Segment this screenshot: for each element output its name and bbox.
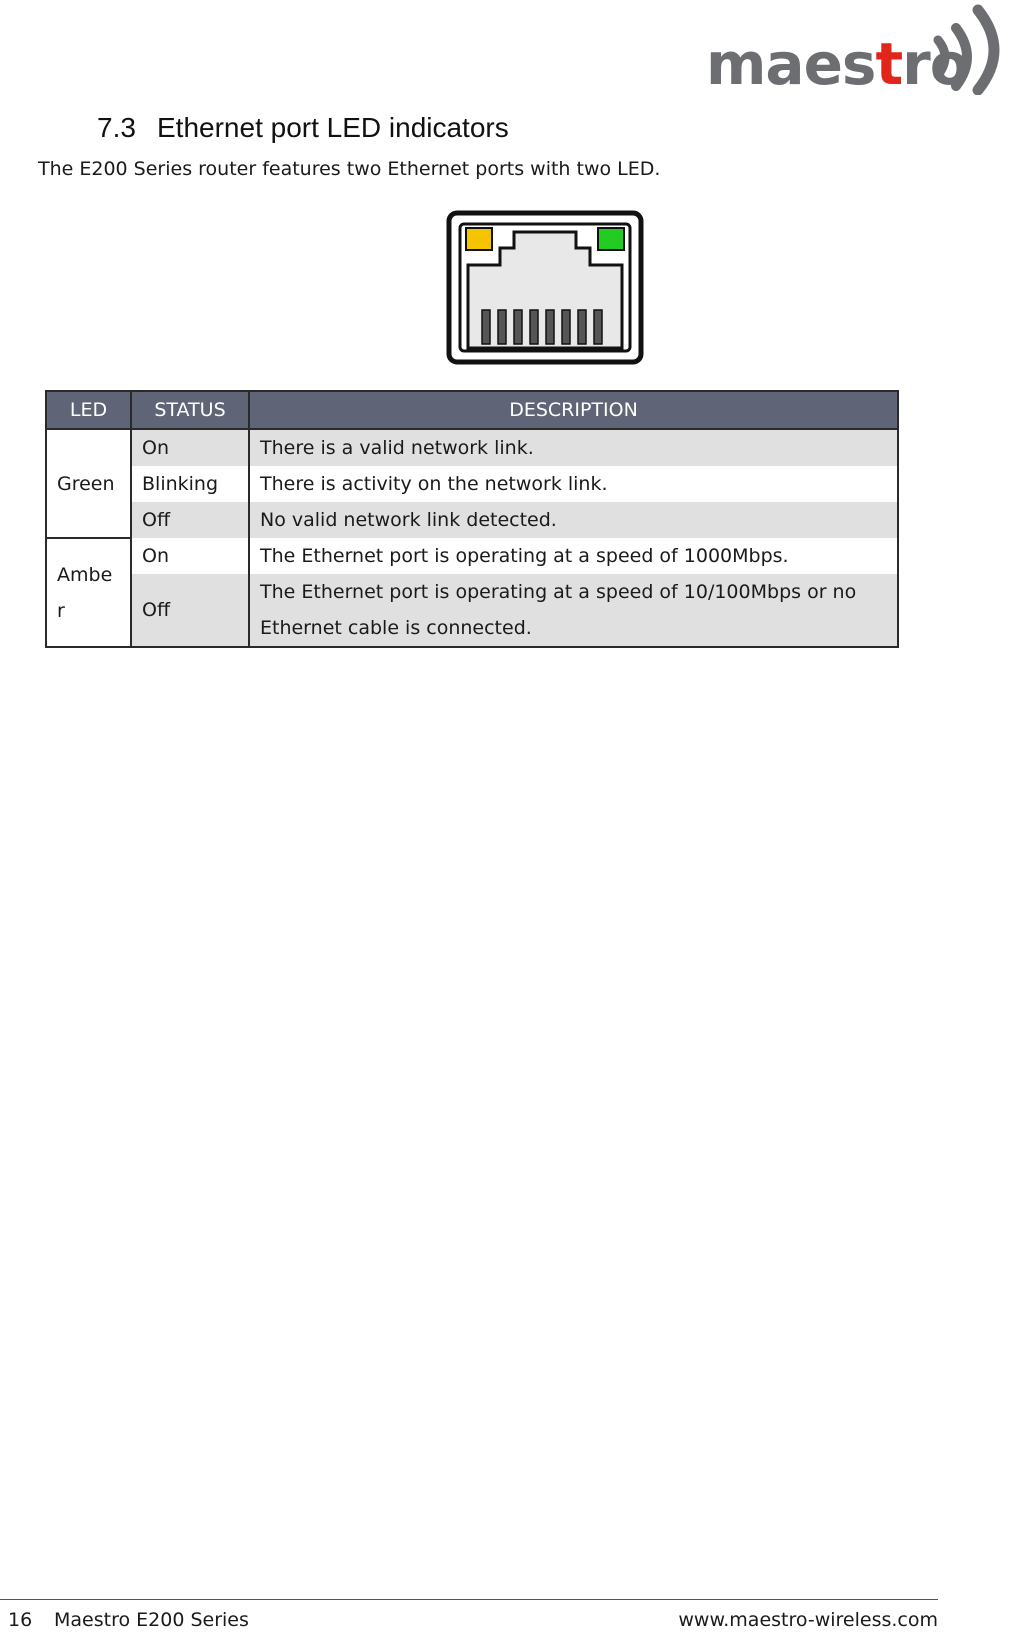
header-led: LED bbox=[46, 391, 131, 429]
table-header-row bbox=[46, 391, 898, 429]
description-cell: There is activity on the network link. bbox=[249, 466, 898, 502]
footer-document-title: Maestro E200 Series bbox=[54, 1609, 249, 1631]
status-cell: Blinking bbox=[131, 466, 249, 502]
section-title: Ethernet port LED indicators bbox=[157, 112, 509, 143]
green-led-icon bbox=[598, 228, 624, 250]
status-cell: Off bbox=[131, 574, 249, 647]
svg-text:maestro: maestro bbox=[706, 30, 969, 95]
section-heading bbox=[97, 112, 509, 144]
section-number: 7.3 bbox=[97, 112, 136, 143]
signal-waves-icon bbox=[706, 0, 1013, 95]
footer-url: www.maestro-wireless.com bbox=[678, 1609, 938, 1631]
table-row bbox=[46, 466, 898, 502]
table-row bbox=[46, 429, 898, 466]
status-cell: On bbox=[131, 429, 249, 466]
header-description: DESCRIPTION bbox=[249, 391, 898, 429]
table-row bbox=[46, 502, 898, 538]
table-row bbox=[46, 538, 898, 574]
maestro-logo bbox=[706, 0, 1013, 95]
led-name-amber: Amber bbox=[46, 538, 131, 647]
led-name-green: Green bbox=[46, 429, 131, 538]
intro-paragraph: The E200 Series router features two Ethernet ports with two LED. bbox=[38, 158, 661, 180]
page-number: 16 bbox=[8, 1609, 33, 1631]
status-cell: Off bbox=[131, 502, 249, 538]
description-cell: The Ethernet port is operating at a speed of 1000Mbps. bbox=[249, 538, 898, 574]
description-cell: No valid network link detected. bbox=[249, 502, 898, 538]
header-status: STATUS bbox=[131, 391, 249, 429]
table-row bbox=[46, 574, 898, 647]
footer-divider bbox=[0, 1599, 938, 1600]
ethernet-port-icon bbox=[446, 210, 644, 365]
led-indicator-table bbox=[45, 390, 899, 648]
amber-led-icon bbox=[466, 228, 492, 250]
status-cell: On bbox=[131, 538, 249, 574]
description-cell: There is a valid network link. bbox=[249, 429, 898, 466]
description-cell: The Ethernet port is operating at a speed of 10/100Mbps or no Ethernet cable is connected. bbox=[249, 574, 898, 647]
